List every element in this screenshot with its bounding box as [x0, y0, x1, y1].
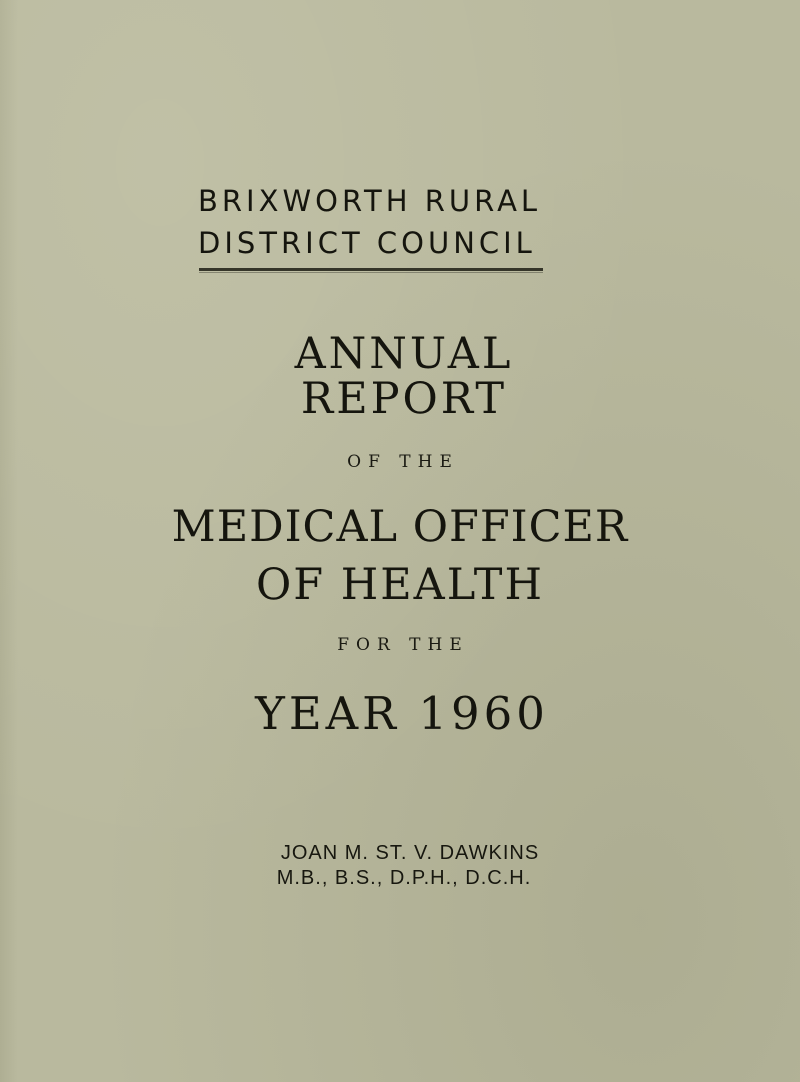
title-divider [199, 268, 543, 271]
title-of-health: OF HEALTH [256, 560, 544, 610]
title-year: YEAR 1960 [255, 687, 549, 740]
author-name: JOAN M. ST. V. DAWKINS [280, 842, 540, 864]
council-name-line-1: BRIXWORTH RURAL [198, 184, 542, 218]
title-report: REPORT [300, 374, 508, 424]
title-annual: ANNUAL [294, 329, 514, 379]
title-of-the: OF THE [347, 452, 459, 472]
council-name-line-2: DISTRICT COUNCIL [198, 226, 536, 260]
author-qualifications: M.B., B.S., D.P.H., D.C.H. [276, 867, 532, 889]
title-divider-underline [199, 272, 543, 273]
title-for-the: FOR THE [337, 635, 469, 655]
title-medical-officer: MEDICAL OFFICER [171, 502, 629, 552]
